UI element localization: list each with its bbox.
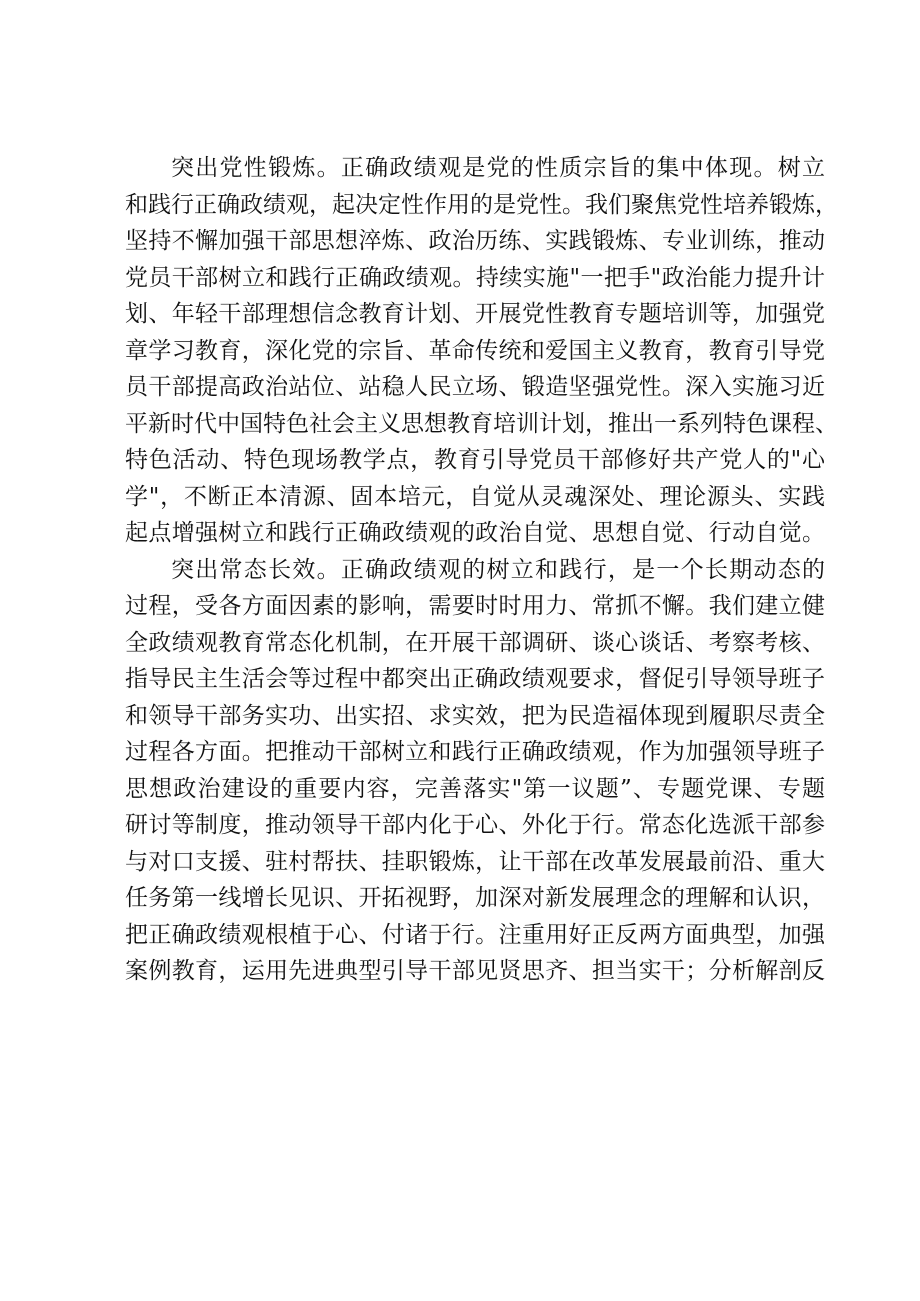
text-line: 学"，不断正本清源、固本培元，自觉从灵魂深处、理论源头、实践: [125, 483, 825, 510]
text-line: 全政绩观教育常态化机制，在开展干部调研、谈心谈话、考察考核、: [125, 629, 825, 656]
text-line: 和践行正确政绩观，起决定性作用的是党性。我们聚焦党性培养锻炼，: [125, 191, 838, 218]
text-line: 思想政治建设的重要内容，完善落实"第一议题”、专题党课、专题: [125, 775, 825, 802]
text-line: 员干部提高政治站位、站稳人民立场、锻造坚强党性。深入实施习近: [125, 374, 825, 400]
text-line: 过程，受各方面因素的影响，需要时时用力、常抓不懈。我们建立健: [125, 593, 825, 619]
text-line: 指导民主生活会等过程中都突出正确政绩观要求，督促引导领导班子: [125, 666, 825, 692]
text-line: 与对口支援、驻村帮扶、挂职锻炼，让干部在改革发展最前沿、重大: [125, 848, 825, 875]
text-line: 研讨等制度，推动领导干部内化于心、外化于行。常态化选派干部参: [125, 812, 825, 838]
text-line: 突出党性锻炼。正确政绩观是党的性质宗旨的集中体现。树立: [171, 155, 825, 181]
text-line: 坚持不懈加强干部思想淬炼、政治历练、实践锻炼、专业训练，推动: [125, 228, 825, 254]
text-line: 划、年轻干部理想信念教育计划、开展党性教育专题培训等，加强党: [125, 301, 825, 327]
document-body: [125, 150, 838, 990]
text-line: 特色活动、特色现场教学点，教育引导党员干部修好共产党人的"心: [125, 447, 825, 473]
text-line: 章学习教育，深化党的宗旨、革命传统和爱国主义教育，教育引导党: [125, 337, 825, 364]
text-line: 任务第一线增长见识、开拓视野，加深对新发展理念的理解和认识，: [125, 885, 825, 911]
text-line: 把正确政绩观根植于心、付诸于行。注重用好正反两方面典型，加强: [125, 921, 825, 948]
text-line: 突出常态长效。正确政绩观的树立和践行，是一个长期动态的: [171, 556, 825, 583]
text-line: 党员干部树立和践行正确政绩观。持续实施"一把手"政治能力提升计: [125, 264, 825, 291]
paragraph-party-spirit: [125, 150, 838, 552]
text-line: 案例教育，运用先进典型引导干部见贤思齐、担当实干；分析解剖反: [125, 958, 825, 984]
text-line: 和领导干部务实功、出实招、求实效，把为民造福体现到履职尽责全: [125, 702, 825, 729]
text-line: 起点增强树立和践行正确政绩观的政治自觉、思想自觉、行动自觉。: [125, 520, 825, 546]
text-line: 过程各方面。把推动干部树立和践行正确政绩观，作为加强领导班子: [125, 739, 825, 765]
text-line: 平新时代中国特色社会主义思想教育培训计划，推出一系列特色课程、: [125, 410, 838, 437]
paragraph-regular-long-term: [125, 552, 825, 990]
